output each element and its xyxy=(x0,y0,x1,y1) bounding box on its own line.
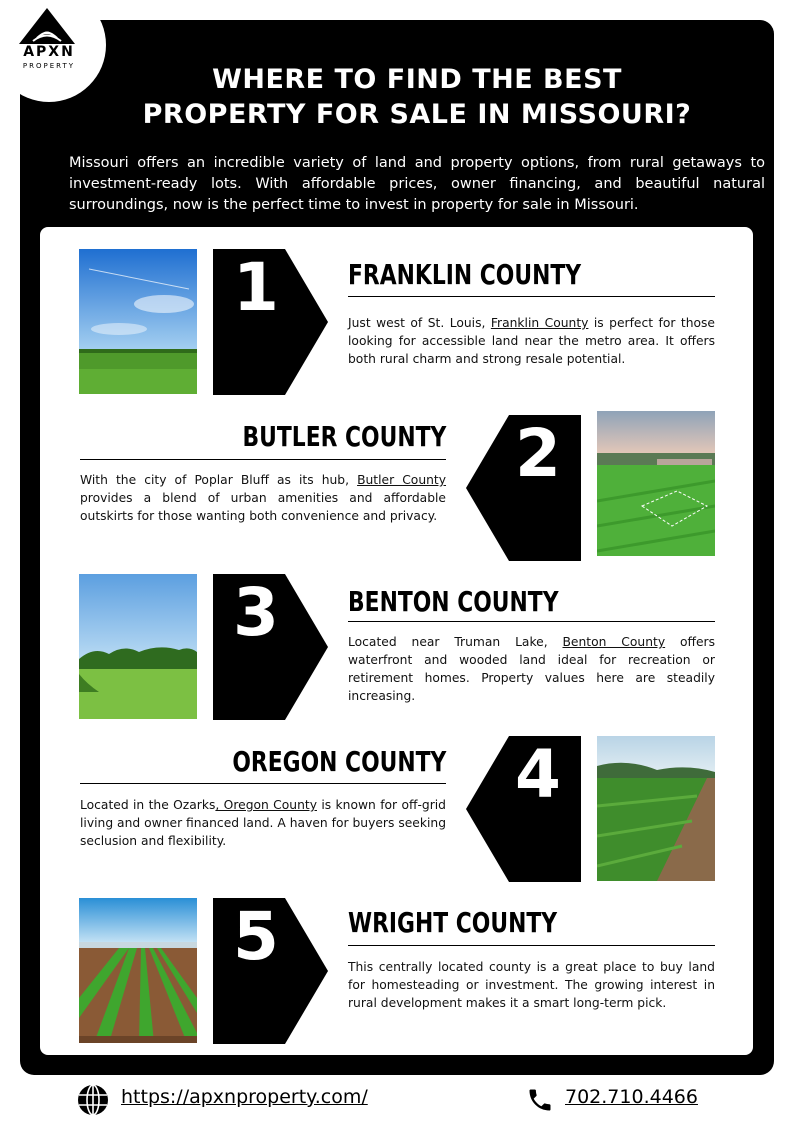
title-divider xyxy=(80,459,446,460)
franklin-county-link[interactable]: Franklin County xyxy=(490,316,589,330)
county-title-benton: BENTON COUNTY xyxy=(348,585,559,618)
step-number-5: 5 xyxy=(233,898,279,975)
logo-name: APXN xyxy=(23,44,75,60)
county-title-franklin: FRANKLIN COUNTY xyxy=(348,258,582,291)
logo-tagline: PROPERTY xyxy=(22,62,76,70)
step-badge-2 xyxy=(466,415,581,561)
phone-icon xyxy=(526,1086,554,1114)
county-desc-franklin: Just west of St. Louis, Franklin County is perfect for those looking for accessible land near the metro area. It offers both rural charm and strong resale potential. xyxy=(348,316,715,366)
globe-icon xyxy=(77,1084,109,1116)
wright-rows-photo xyxy=(79,898,197,1043)
benton-county-link[interactable]: Benton County xyxy=(562,635,666,649)
website-link[interactable]: https://apxnproperty.com/ xyxy=(121,1086,368,1108)
benton-field-photo xyxy=(79,574,197,719)
county-title-oregon: OREGON COUNTY xyxy=(231,745,446,778)
step-badge-5 xyxy=(213,898,328,1044)
butler-aerial-photo xyxy=(597,411,715,556)
oregon-crop-photo xyxy=(597,736,715,881)
county-desc-benton: Located near Truman Lake, Benton County offers waterfront and wooded land ideal for recreation or retirement homes. Property values here are steadily increasing. xyxy=(348,635,716,703)
county-desc-butler: With the city of Poplar Bluff as its hub, Butler County provides a blend of urban amenities and affordable outskirts for those wanting both convenience and privacy. xyxy=(80,473,447,523)
title-divider xyxy=(80,783,446,784)
title-divider xyxy=(348,945,715,946)
county-title-wright: WRIGHT COUNTY xyxy=(348,906,558,939)
title-divider xyxy=(348,621,715,622)
oregon-county-link[interactable]: , Oregon County xyxy=(215,798,317,812)
county-title-butler: BUTLER COUNTY xyxy=(242,420,446,453)
step-badge-3 xyxy=(213,574,328,720)
page-title: WHERE TO FIND THE BEST PROPERTY FOR SALE IN MISSOURI? xyxy=(142,64,692,131)
county-desc-oregon: Located in the Ozarks, Oregon County is known for off-grid living and owner financed land. A haven for buyers seeking seclusion and flexibility. xyxy=(80,798,446,848)
step-badge-4 xyxy=(466,736,581,882)
logo-mountain-icon xyxy=(19,8,75,44)
intro-paragraph: Missouri offers an incredible variety of land and property options, from rural getaways to investment-ready lots. With affordable prices, owner financing, and beautiful natural surroundings, now is the perfect time to invest in property for sale in Missouri. xyxy=(69,155,765,214)
franklin-field-photo xyxy=(79,249,197,394)
step-number-4: 4 xyxy=(515,736,561,813)
title-divider xyxy=(348,296,715,297)
step-number-2: 2 xyxy=(515,415,561,492)
step-number-3: 3 xyxy=(233,574,279,651)
phone-link[interactable]: 702.710.4466 xyxy=(565,1086,698,1108)
step-number-1: 1 xyxy=(233,249,279,326)
county-desc-wright: This centrally located county is a great place to buy land for homesteading or investment. The growing interest in rural development makes it a smart long-term pick. xyxy=(348,960,715,1010)
butler-county-link[interactable]: Butler County xyxy=(357,473,447,487)
step-badge-1 xyxy=(213,249,328,395)
